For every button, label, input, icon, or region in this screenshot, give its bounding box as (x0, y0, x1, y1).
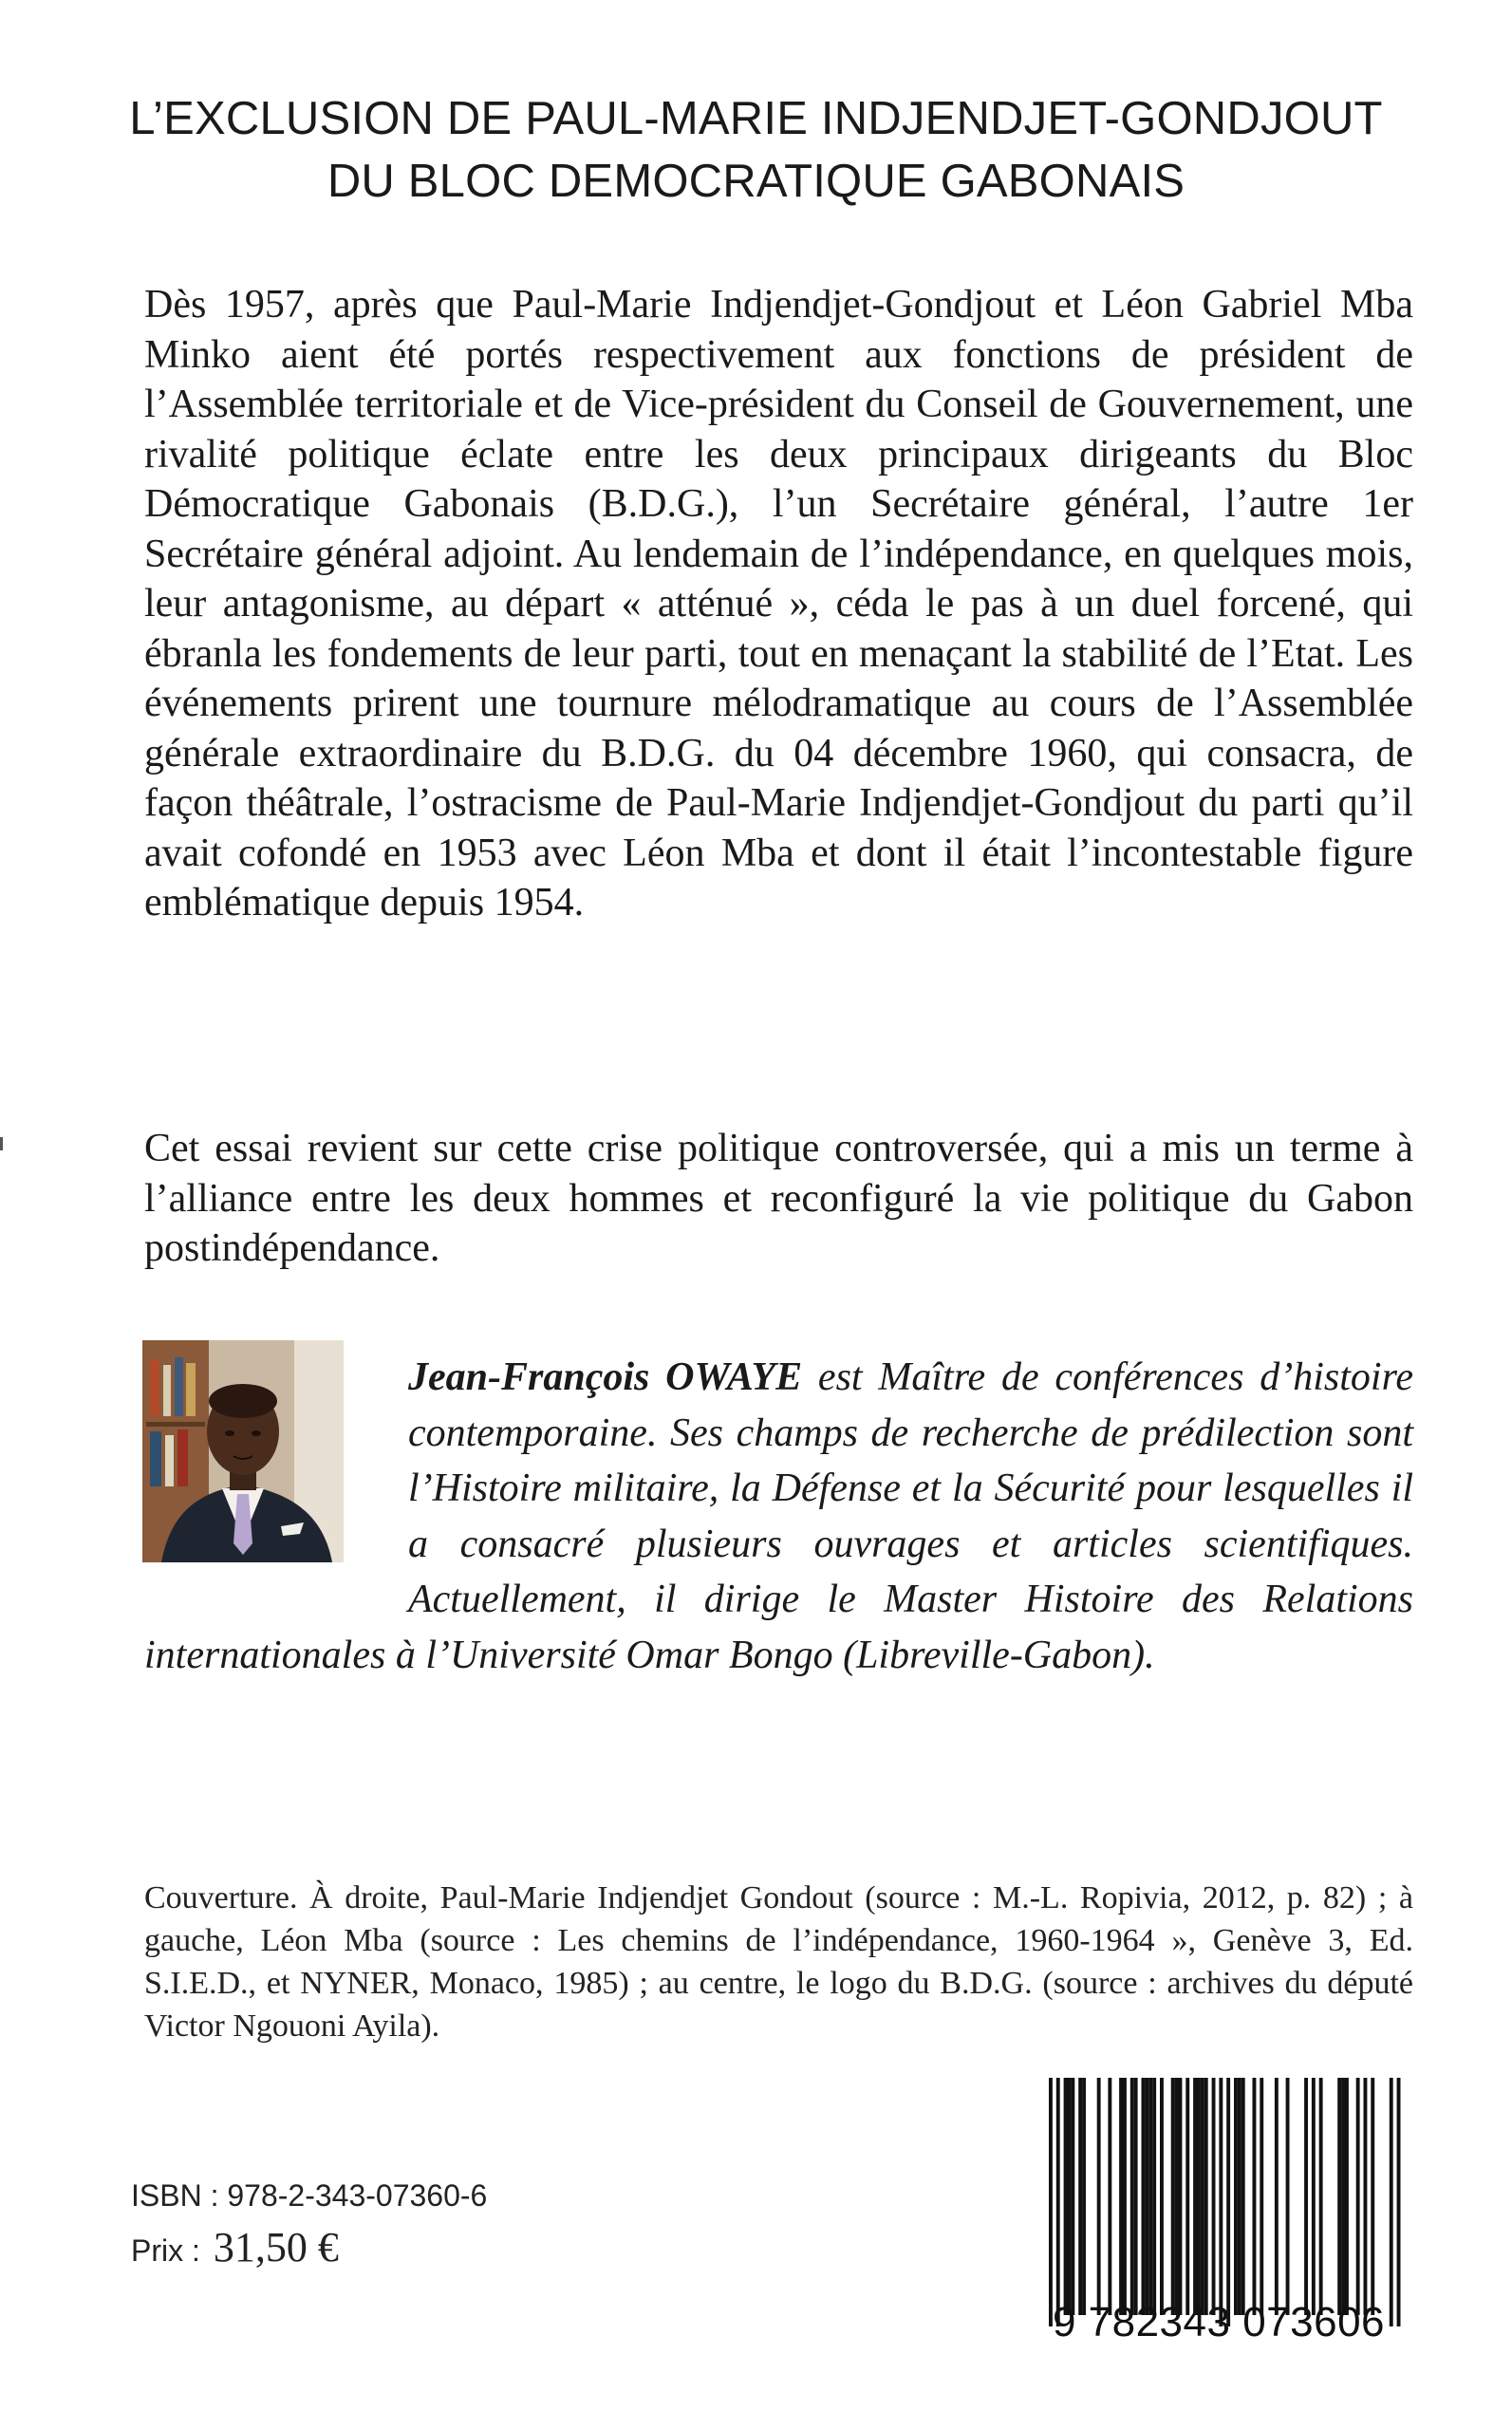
barcode-bar (1049, 2078, 1053, 2326)
barcode-digits: 9 782343 073606 (1052, 2299, 1386, 2345)
barcode-bar (1145, 2078, 1148, 2315)
barcode-bar (1193, 2078, 1197, 2315)
isbn: ISBN : 978-2-343-07360-6 (131, 2178, 488, 2213)
barcode-bar (1056, 2078, 1060, 2326)
barcode-bar (1119, 2078, 1123, 2315)
barcode-bar (1356, 2078, 1360, 2315)
summary-paragraph-2: Cet essai revient sur cette crise politique controversée, qui a mis un terme à l’alliance entre les deux hommes et reconfiguré la vie politique du Gabon postindépendance. (144, 1127, 1413, 1270)
barcode-bar (1123, 2078, 1127, 2315)
barcode-bar (1108, 2078, 1111, 2315)
barcode-bar (1148, 2078, 1152, 2315)
author-name: Jean-François OWAYE (408, 1355, 803, 1399)
barcode-bar (1319, 2078, 1323, 2315)
barcode-bar (1275, 2078, 1279, 2315)
barcode-bar (1142, 2078, 1146, 2315)
barcode-bar (1312, 2078, 1316, 2315)
barcode-bar (1152, 2078, 1156, 2315)
barcode-bar (1226, 2078, 1230, 2326)
barcode-bar (1097, 2078, 1101, 2315)
barcode-bar (1234, 2078, 1238, 2315)
barcode-bar (1171, 2078, 1175, 2315)
barcode-bar (1241, 2078, 1245, 2315)
barcode-bar (1341, 2078, 1345, 2315)
photo-spacer (144, 1350, 408, 1616)
price-value: 31,50 € (213, 2224, 339, 2270)
barcode-bar (1064, 2078, 1068, 2315)
barcode-bar (1286, 2078, 1290, 2315)
crop-mark (0, 1137, 3, 1150)
barcode-bar (1337, 2078, 1341, 2315)
barcode-bar (1130, 2078, 1134, 2315)
barcode-bar (1179, 2078, 1183, 2315)
barcode-bar (1253, 2078, 1257, 2315)
barcode-bar (1175, 2078, 1179, 2315)
barcode-bar (1204, 2078, 1208, 2315)
barcode-bar (1304, 2078, 1308, 2315)
price (131, 2224, 339, 2274)
barcode-bar (1345, 2078, 1349, 2315)
title-line-1: L’EXCLUSION DE PAUL-MARIE INDJENDJET-GONDJOUT (129, 93, 1383, 144)
barcode-bar (1134, 2078, 1138, 2315)
barcode-bar (1371, 2078, 1374, 2315)
cover-credit: Couverture. À droite, Paul-Marie Indjendjet Gondout (source : M.-L. Ropivia, 2012, p. 82) ; à gauche, Léon Mba (source : Les chemins de l’indépendance, 1960-1964 », Genève 3, Ed. S.I.E.D., et NYNER, Monaco, 1985) ; au centre, le logo du B.D.G. (source : archives du député Victor Ngouoni Ayila). (144, 1880, 1413, 2044)
title-line-2: DU BLOC DEMOCRATIQUE GABONAIS (327, 156, 1185, 207)
barcode-bar (1068, 2078, 1072, 2315)
barcode-bar (1219, 2078, 1223, 2326)
book-title (95, 87, 1417, 213)
summary-paragraph-1: Dès 1957, après que Paul-Marie Indjendjet-Gondjout et Léon Gabriel Mba Minko aient été portés respectivement aux fonctions de président de l’Assemblée territoriale et de Vice-président du Conseil de Gouvernement, une rivalité politique éclate entre les deux principaux dirigeants du Bloc Démocratique Gabonais (B.D.G.), l’un Secrétaire général, l’autre 1er Secrétaire général adjoint. Au lendemain de l’indépendance, en quelques mois, leur antagonisme, au départ « atténué », céda le pas à un duel forcené, qui ébranla les fondements de leur parti, tout en menaçant la stabilité de l’Etat. Les événements prirent une tournure mélodramatique au cours de l’Assemblée générale extraordinaire du B.D.G. du 04 décembre 1960, qui consacra, de façon théâtrale, l’ostracisme de Paul-Marie Indjendjet-Gondjout du parti qu’il avait cofondé en 1953 avec Léon Mba et dont il était l’incontestable figure emblématique depuis 1954. (144, 283, 1413, 925)
barcode-bar (1160, 2078, 1164, 2315)
barcode-bar (1238, 2078, 1241, 2315)
author-biography (144, 1350, 1413, 1683)
barcode-bar (1082, 2078, 1086, 2315)
barcode-bar (1364, 2078, 1368, 2315)
barcode-bar (1390, 2078, 1393, 2326)
barcode-bar (1185, 2078, 1189, 2315)
barcode-bar (1071, 2078, 1074, 2315)
barcode-bar (1397, 2078, 1401, 2326)
barcode-bar (1260, 2078, 1263, 2315)
barcode-bar (1078, 2078, 1082, 2315)
barcode-bar (1212, 2078, 1216, 2315)
barcode-bar (1197, 2078, 1201, 2315)
price-label: Prix : (131, 2233, 200, 2268)
barcode-bar (1201, 2078, 1204, 2315)
author-bio: est Maître de conférences d’histoire contemporaine. Ses champs de recherche de prédilection sont l’Histoire militaire, la Défense et la Sécurité pour lesquelles il a consacré plusieurs ouvrages et articles scientifiques. Actuellement, il dirige le Master Histoire des Relations internationales à l’Université Omar Bongo (Libreville-Gabon). (144, 1355, 1413, 1677)
